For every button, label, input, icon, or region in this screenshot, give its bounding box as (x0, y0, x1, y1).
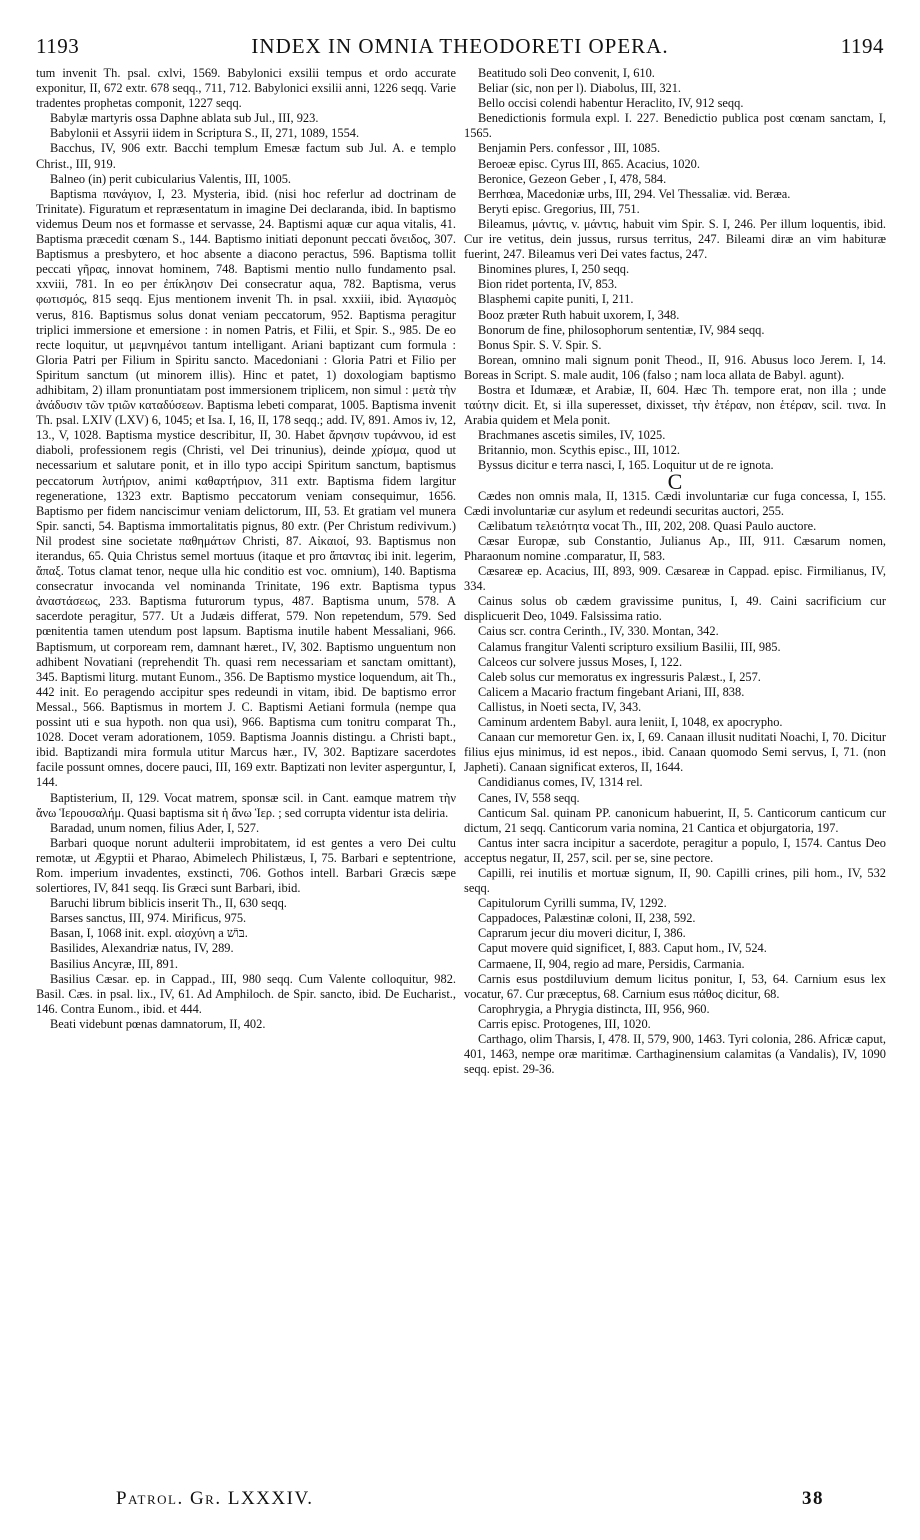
index-entry: Baptisma πανάγιον, I, 23. Mysteria, ibid. (nisi hoc referlur ad doctrinam de Trinitate). Figuratum et repræsentatum in imagine Dei declaranda, ibid. In baptismo videmus Deum nos et formasse et servasse, 24. Baptismi aquæ cur aqua vitalis, 41. Baptisma præcedit cœnam S., 144. Baptismo initiati deponunt peccati ὄνειδος, 307. Baptismus a presbytero, et hoc absente a diacono peractus, 596. Baptisma tollit peccati γῆρας, innovat hominem, 748. Baptismi mentio nullo fundamento psal. xxviii, 781. In eo per ἐπίκλησιν Dei consecratur aqua, 782. Baptisma, verus φωτισμός, 815 seqq. Ejus mentionem invenit Th. in psal. xxxiii, ibid. Ἁγιασμὸς verus, 816. Baptismus solus donat veniam peccatorum, 952. Baptisma peragitur triplici immersione et emersione : in nomen Patris, et Filii, et Spir. S., 985. De eo recte loquitur, ut μεμνημένοι tantum intelligant. Ariani baptizant cum formula : Gloria Patri per Filium in Spiritu sancto. Macedoniani : Gloria Patri et Filio per Spiritum sanctum (ut minorem illis). Hinc et patet, 1) doxologiam baptismo adhibitam, 2) illam pronuntiatam post immersionem triplicem, non simul : μετὰ τὴν ἀνάδυσιν τῶν τριῶν καταδύσεων. Baptisma lebeti comparat, 1005. Baptisma invenit Th. psal. LXIV (LXV) 6, 1045; et Isa. I, 16, II, 178 seqq.; add. IV, 891. Amos iv, 12, 13., V, 1028. Baptisma mystice describitur, II, 30. Habet ἄρνησιν τυράννου, id est diaboli, professionem regis (Christi, vel Dei trinunius), deinde χρίσμα, quod ut necessarium et salutare ponit, et in illo typo accipi Spiritum sanctum, baptismus peccatorum λυτήριον, animi καθαρτήριον, 311 extr. Baptisma fidem largitur regenerationе, 1323 extr. Baptismo peccatorum veniam consequimur, 1656. Baptismo per fidem nanciscimur veniam delictorum, III, 53. Et gratiam vel munera Spir. sancti, 54. Baptisma immortalitatis pignus, 80 extr. (Per Christum redivivum.) Nil prodest sine societate παθημάτων Christi, 87. Αἰκαιοί, 93. Baptismus non iterandus, 65. Quia Christus semel mortuus (itaque et pro ἅπαντας ibi init. legerim, ἅπαξ. Totus clamat tenor, neque ulla hic conditio est voc. omnium), 140. Baptisma consecratur invocanda vel nominanda Trinitate, 196 extr. Baptisma typus ἀναστάσεως, 233. Baptisma futurorum typus, 487. Baptisma unum, 578. A sacerdote peragitur, 577. Ut a Judæis differat, 579. Non repetendum, 579. Sed pœnitentia tamen utendum post lapsum. Baptisma inutile habent Messaliani, 966. Baptismum, ut corpoream rem, damnant hæret., IV, 302. Baptismo unguentum non adhibent Novatiani (reprehendit Th. quasi rem necessariam et sanctam omittant), 345. Baptismi liturg. mutant Eunom., 356. De Baptismo mystice loquendum, ait Th., 442 init. Eo peragendo accipitur spes redeundi in vitam, ibid. De baptismo error Messal., 566. Baptismus in mortem J. C. Baptismi Aetiani formula (nempe qua possint uti e sua hypoth. non qua usi), 966. Baptisma cum tonitru comparat Th., 1028. Docet veram adorationem, 1059. Baptisma Joannis distingu. a Christi bapt., ibid. Baptizandi mira formula utitur Marcus hær., IV, 302. Baptizare sacerdotes facile possunt omnes, docere pauci, III, 169 extr. Baptizati non leviter asperguntur, I, 144. (36, 186, 456, 790)
index-entry: Baradad, unum nomen, filius Ader, I, 527. (50, 820, 260, 835)
index-entry: Bileamus, μάντις, v. μάντις, habuit vim Spir. S. I, 246. Per illum loquentis, ibid. Cur ire vetitus, dein jussus, rursus territus, 247. Bileami diræ an vim habituræ fuerint, 247. Bileamus veri Dei vates factus, 247. (464, 216, 886, 262)
index-entry: Beati videbunt pœnas damnatorum, II, 402. (50, 1016, 266, 1031)
index-entry: Caput movere quid significet, I, 883. Caput hom., IV, 524. (478, 941, 767, 956)
index-entry: Cantus inter sacra incipitur a sacerdote, peragitur a populo, I, 1574. Cantus Deo acceptus negatur, II, 257, scil. per se, sine pectore. (464, 835, 886, 865)
index-entry: Beryti episc. Gregorius, III, 751. (478, 201, 640, 216)
index-entry: Caminum ardentem Babyl. aura leniit, I, 1048, ex apocrypho. (478, 715, 783, 730)
index-entry: Barbari quoque norunt adulterii improbitatem, id est gentes a vero Dei cultu remotæ, ut Ægyptii et Pharao, Abimelech Philistæus, I, 75. Barbari e septentrione, Rom. imperium invadentes, exstincti, 706. Gothos intell. Barbari Græcis sæpe solertiores, IV, 841 seqq. Iis Græci sunt Barbari, ibid. (36, 835, 456, 896)
page-number-right: 1194 (840, 34, 884, 58)
index-entry: Candidianus comes, IV, 1314 rel. (478, 775, 643, 790)
index-entry: Carmaene, II, 904, regio ad mare, Persidis, Carmania. (478, 956, 745, 971)
footer-signature: 38 (802, 1488, 824, 1509)
index-entry: Bion ridet portenta, IV, 853. (478, 277, 618, 292)
index-entry: Basilides, Alexandriæ natus, IV, 289. (50, 941, 234, 956)
index-entry: Balneo (in) perit cubicularius Valentis, III, 1005. (50, 171, 291, 186)
index-entry: Bostra et Idumææ, et Arabiæ, II, 604. Hæc Th. tempore erat, non illa ; unde ταύτην dicit. Et, si illa superesset, dixisset, τὴν ἑτέραν, non ἑτέραν, scil. τινα. In Arabia quidem et Mela ponit. (464, 382, 886, 428)
left-column (36, 66, 456, 1032)
index-entry: Cæsareæ ep. Acacius, III, 893, 909. Cæsareæ in Cappad. episc. Firmilianus, IV, 334. (464, 564, 886, 594)
index-entry: Canes, IV, 558 seqq. (478, 790, 580, 805)
index-entry: Baptisterium, II, 129. Vocat matrem, sponsæ scil. in Cant. eamque matrem τὴν ἄνω Ἱερουσαλήμ. Quasi baptisma sit ἡ ἄνω Ἱερ. ; sed corrupta videntur ista deliria. (36, 790, 456, 820)
index-entry: Cappadoces, Palæstinæ coloni, II, 238, 592. (478, 911, 696, 926)
index-entry: Booz præter Ruth habuit uxorem, I, 348. (478, 307, 680, 322)
index-entry: Capitulorum Cyrilli summa, IV, 1292. (478, 896, 667, 911)
index-entry: Cælibatum τελειότητα vocat Th., III, 202, 208. Quasi Paulo auctore. (478, 518, 817, 533)
index-entry: Baruchi librum biblicis inserit Th., II, 630 seqq. (50, 896, 287, 911)
index-entry: Babylæ martyris ossa Daphne ablata sub Jul., III, 923. (50, 111, 319, 126)
index-entry: Cædes non omnis mala, II, 1315. Cædi involuntariæ cur fuga concessa, I, 155. Cædi involuntariæ cur asylum et redeundi securitas auctori, 255. (464, 488, 886, 518)
index-entry: Barses sanctus, III, 974. Mirificus, 975. (50, 911, 247, 926)
index-entry: Cæsar Europæ, sub Constantio, Julianus Ap., III, 911. Cæsarum nomen, Pharaonum nomine .comparatur, II, 583. (464, 533, 886, 563)
index-entry: Beronice, Gezeon Geber , I, 478, 584. (478, 171, 667, 186)
index-entry: Beliar (sic, non per l). Diabolus, III, 321. (478, 81, 682, 96)
index-entry: Beatitudo soli Deo convenit, I, 610. (478, 66, 655, 80)
index-entry: Caprarum jecur diu moveri dicitur, I, 386. (478, 926, 686, 941)
index-entry: Berrhœa, Macedoniæ urbs, III, 294. Vel Thessaliæ. vid. Beræa. (478, 186, 791, 201)
index-entry: Binomines plures, I, 250 seqq. (478, 262, 630, 277)
index-entry: Benedictionis formula expl. I. 227. Benedictio publica post cœnam sanctam, I, 1565. (464, 111, 886, 141)
index-entry: Capilli, rei inutilis et mortuæ signum, II, 90. Capilli crines, pili hom., IV, 532 seqq. (464, 865, 886, 896)
index-entry: Basan, I, 1068 init. expl. αἰσχύνη a בּוֹשׁ. (50, 926, 248, 941)
index-entry: Basilius Cæsar. ep. in Cappad., III, 980 seqq. Cum Valente colloquitur, 982. Basil. Cæs. in psal. lix., IV, 61. Ad Amphiloch. de Spir. sancto, ibid. De Eucharist., 146. Contra Eunom., ibid. et 444. (36, 971, 456, 1016)
index-entry: Calicem a Macario fractum fingebant Ariani, III, 838. (478, 684, 745, 699)
index-entry: Canaan cur memoretur Gen. ix, I, 69. Canaan illusit nuditati Noachi, I, 70. Dicitur filius ejus minimus, id est nepos., ibid. Canaan quomodo Semi servus, I, 71. (non Japheti). Canaan significat exteros, II, 1644. (464, 730, 886, 775)
page-title: INDEX IN OMNIA THEODORETI OPERA. (251, 34, 669, 58)
index-entry: Borean, omnino mali signum ponit Theod., II, 916. Abusus loco Jerem. I, 14. Boreas in Script. S. male audit, 106 (falso ; nam loca allata de Babyl. agunt). (464, 352, 886, 382)
index-entry: Caius scr. contra Cerinth., IV, 330. Montan, 342. (478, 624, 719, 639)
section-letter-heading: C (667, 468, 683, 494)
index-entry: Bello occisi colendi habentur Heraclito, IV, 912 seqq. (478, 96, 744, 111)
footer-volume: Patrol. Gr. LXXXIV. (116, 1488, 314, 1509)
index-entry: Bonus Spir. S. V. Spir. S. (478, 337, 602, 352)
index-entry: Carris episc. Protogenes, III, 1020. (478, 1016, 651, 1031)
index-entry: Canticum Sal. quinam PP. canonicum habuerint, II, 5. Canticorum canticum cur dictum, 21 seqq. Canticorum varia nomina, 21 Cantica et objurgatoria, 197. (464, 805, 886, 835)
index-entry: Calamus frangitur Valenti scripturo exsilium Basilii, III, 985. (478, 639, 781, 654)
index-entry: Cainus solus ob cædem gravissime punitus, I, 49. Caini sacrificium cur displicuerit Deo, 1049. Falsissima ratio. (464, 594, 886, 624)
index-entry: Blasphemi capite puniti, I, 211. (478, 292, 634, 307)
page-header (36, 34, 884, 64)
index-entry: Calceos cur solvere jussus Moses, I, 122. (478, 654, 683, 669)
index-entry: Callistus, in Noeti secta, IV, 343. (478, 699, 642, 714)
index-entry: Carnis esus postdiluvium demum licitus ponitur, I, 53, 64. Carnium esus lex vocatur, 67. Cur præceptus, 68. Carnium esus πάθος dicitur, 68. (464, 971, 886, 1001)
index-entry: Bacchus, IV, 906 extr. Bacchi templum Emesæ factum sub Jul. A. e templo Christ., III, 919. (36, 141, 456, 171)
index-entry: Byssus dicitur e terra nasci, I, 165. Loquitur ut de re ignota. (478, 458, 774, 473)
index-entry: Brachmanes ascetis similes, IV, 1025. (478, 428, 666, 443)
index-entry: Carthago, olim Tharsis, I, 478. II, 579, 900, 1463. Tyri colonia, 286. Africæ caput, 401, 1463, nempe oræ maritimæ. Carthaginensium calamitas (a Vandalis), IV, 1090 seqq. epist. 29-36. (464, 1032, 886, 1077)
right-column (464, 66, 886, 1077)
index-entry: Basilius Ancyræ, III, 891. (50, 956, 179, 971)
index-entry: tum invenit Th. psal. cxlvi, 1569. Babylonici exsilii tempus et ordo accurate exponitur, II, 672 extr. 678 seqq., 711, 712. Babylonici exsilii anni, 1226 seqq. Varie tradentes prophetas componit, 1227 seqq. (36, 66, 456, 111)
index-entry: Caleb solus cur memoratus ex ingressuris Palæst., I, 257. (478, 669, 761, 684)
index-entry: Bonorum de fine, philosophorum sententiæ, IV, 984 seqq. (478, 322, 765, 337)
page-footer (36, 1488, 884, 1518)
index-entry: Beroeæ episc. Cyrus III, 865. Acacius, 1020. (478, 156, 700, 171)
index-entry: Benjamin Pers. confessor , III, 1085. (478, 141, 661, 156)
index-entry: Babylonii et Assyrii iidem in Scriptura S., II, 271, 1089, 1554. (50, 126, 360, 141)
index-entry: Carophrygia, a Phrygia distincta, III, 956, 960. (478, 1001, 710, 1016)
index-entry: Britannio, mon. Scythis episc., III, 1012. (478, 443, 681, 458)
page-number-left: 1193 (36, 34, 80, 58)
